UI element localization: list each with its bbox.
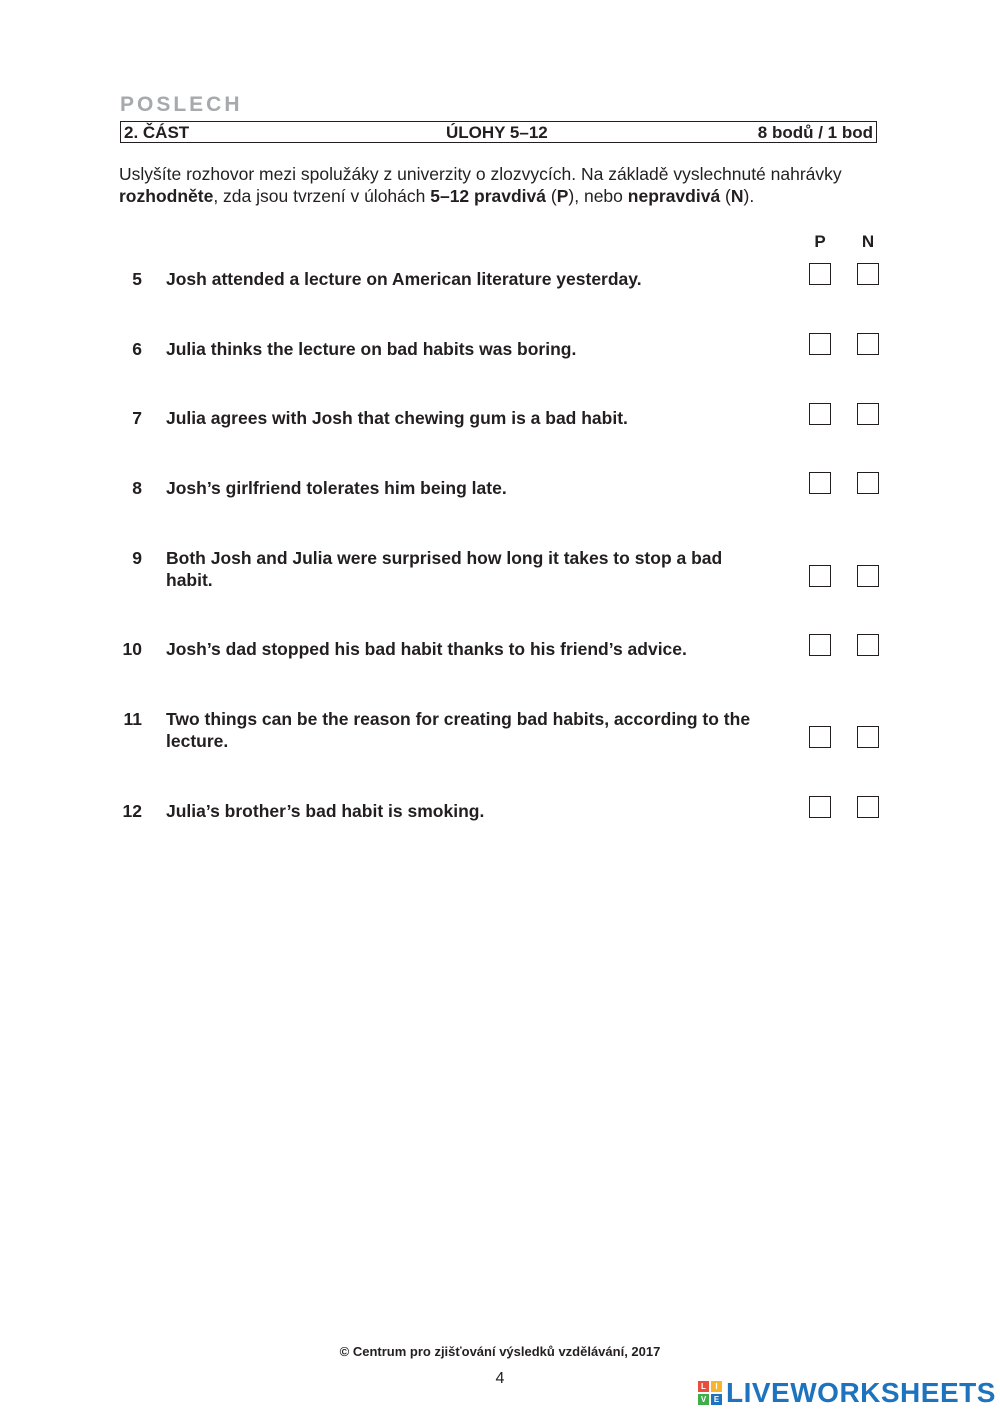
answer-checkbox-false[interactable] — [857, 634, 879, 656]
question-number: 9 — [132, 548, 142, 568]
part-header-bar — [120, 121, 877, 143]
question-number: 10 — [122, 639, 142, 659]
logo-letter: L — [698, 1381, 709, 1392]
question-number: 11 — [123, 709, 142, 729]
question-text: Julia’s brother’s bad habit is smoking. — [166, 801, 485, 821]
logo-grid-icon — [698, 1381, 722, 1405]
instructions-bold: P — [556, 186, 569, 206]
answer-checkbox-true[interactable] — [809, 796, 831, 818]
answer-checkbox-false[interactable] — [857, 263, 879, 285]
answer-checkbox-true[interactable] — [809, 403, 831, 425]
instructions-text: ( — [546, 186, 557, 206]
instructions-bold: 5–12 pravdivá — [430, 186, 547, 206]
instructions-bold: nepravdivá — [627, 186, 721, 206]
instructions-bold: rozhodněte — [119, 186, 214, 206]
page-number: 4 — [495, 1370, 505, 1387]
logo-letter: I — [711, 1381, 722, 1392]
footer-copyright: © Centrum pro zjišťování výsledků vzdělávání, 2017 — [339, 1344, 661, 1359]
answer-checkbox-true[interactable] — [809, 726, 831, 748]
logo-letter: E — [711, 1394, 722, 1405]
instructions-text: ( — [720, 186, 731, 206]
question-text: Josh’s girlfriend tolerates him being late. — [166, 478, 507, 498]
tasks-label: ÚLOHY 5–12 — [446, 123, 548, 142]
answer-checkbox-false[interactable] — [857, 796, 879, 818]
question-number: 8 — [132, 478, 142, 498]
answer-checkbox-true[interactable] — [809, 263, 831, 285]
question-text: Two things can be the reason for creating bad habits, according to the lecture. — [166, 709, 751, 751]
question-number: 6 — [132, 339, 142, 359]
part-label: 2. ČÁST — [124, 123, 190, 142]
answer-checkbox-false[interactable] — [857, 403, 879, 425]
instructions-text: ). — [743, 186, 755, 206]
answer-checkbox-true[interactable] — [809, 634, 831, 656]
question-text: Josh attended a lecture on American literature yesterday. — [166, 269, 642, 289]
answer-checkbox-false[interactable] — [857, 472, 879, 494]
liveworksheets-logo[interactable] — [698, 1378, 996, 1408]
section-title: POSLECH — [120, 93, 243, 116]
question-number: 12 — [122, 801, 142, 821]
answer-checkbox-true[interactable] — [809, 333, 831, 355]
instructions — [119, 163, 909, 207]
column-header-false: N — [861, 232, 875, 251]
points-label: 8 bodů / 1 bod — [757, 123, 873, 142]
question-text: Julia agrees with Josh that chewing gum is a bad habit. — [166, 408, 628, 428]
answer-checkbox-false[interactable] — [857, 565, 879, 587]
logo-letter: V — [698, 1394, 709, 1405]
question-number: 5 — [132, 269, 142, 289]
question-text: Both Josh and Julia were surprised how long it takes to stop a bad habit. — [166, 548, 723, 590]
question-number: 7 — [132, 408, 142, 428]
instructions-bold: N — [730, 186, 744, 206]
instructions-text: Uslyšíte rozhovor mezi spolužáky z univerzity o zlozvycích. Na základě vyslechnuté nahrávky — [119, 164, 842, 184]
answer-checkbox-false[interactable] — [857, 726, 879, 748]
answer-checkbox-true[interactable] — [809, 565, 831, 587]
question-text: Josh’s dad stopped his bad habit thanks to his friend’s advice. — [166, 639, 687, 659]
column-header-true: P — [814, 232, 826, 251]
instructions-text: ), nebo — [568, 186, 628, 206]
answer-checkbox-false[interactable] — [857, 333, 879, 355]
question-text: Julia thinks the lecture on bad habits was boring. — [166, 339, 577, 359]
answer-checkbox-true[interactable] — [809, 472, 831, 494]
instructions-text: , zda jsou tvrzení v úlohách — [213, 186, 431, 206]
logo-text: LIVEWORKSHEETS — [726, 1377, 996, 1408]
